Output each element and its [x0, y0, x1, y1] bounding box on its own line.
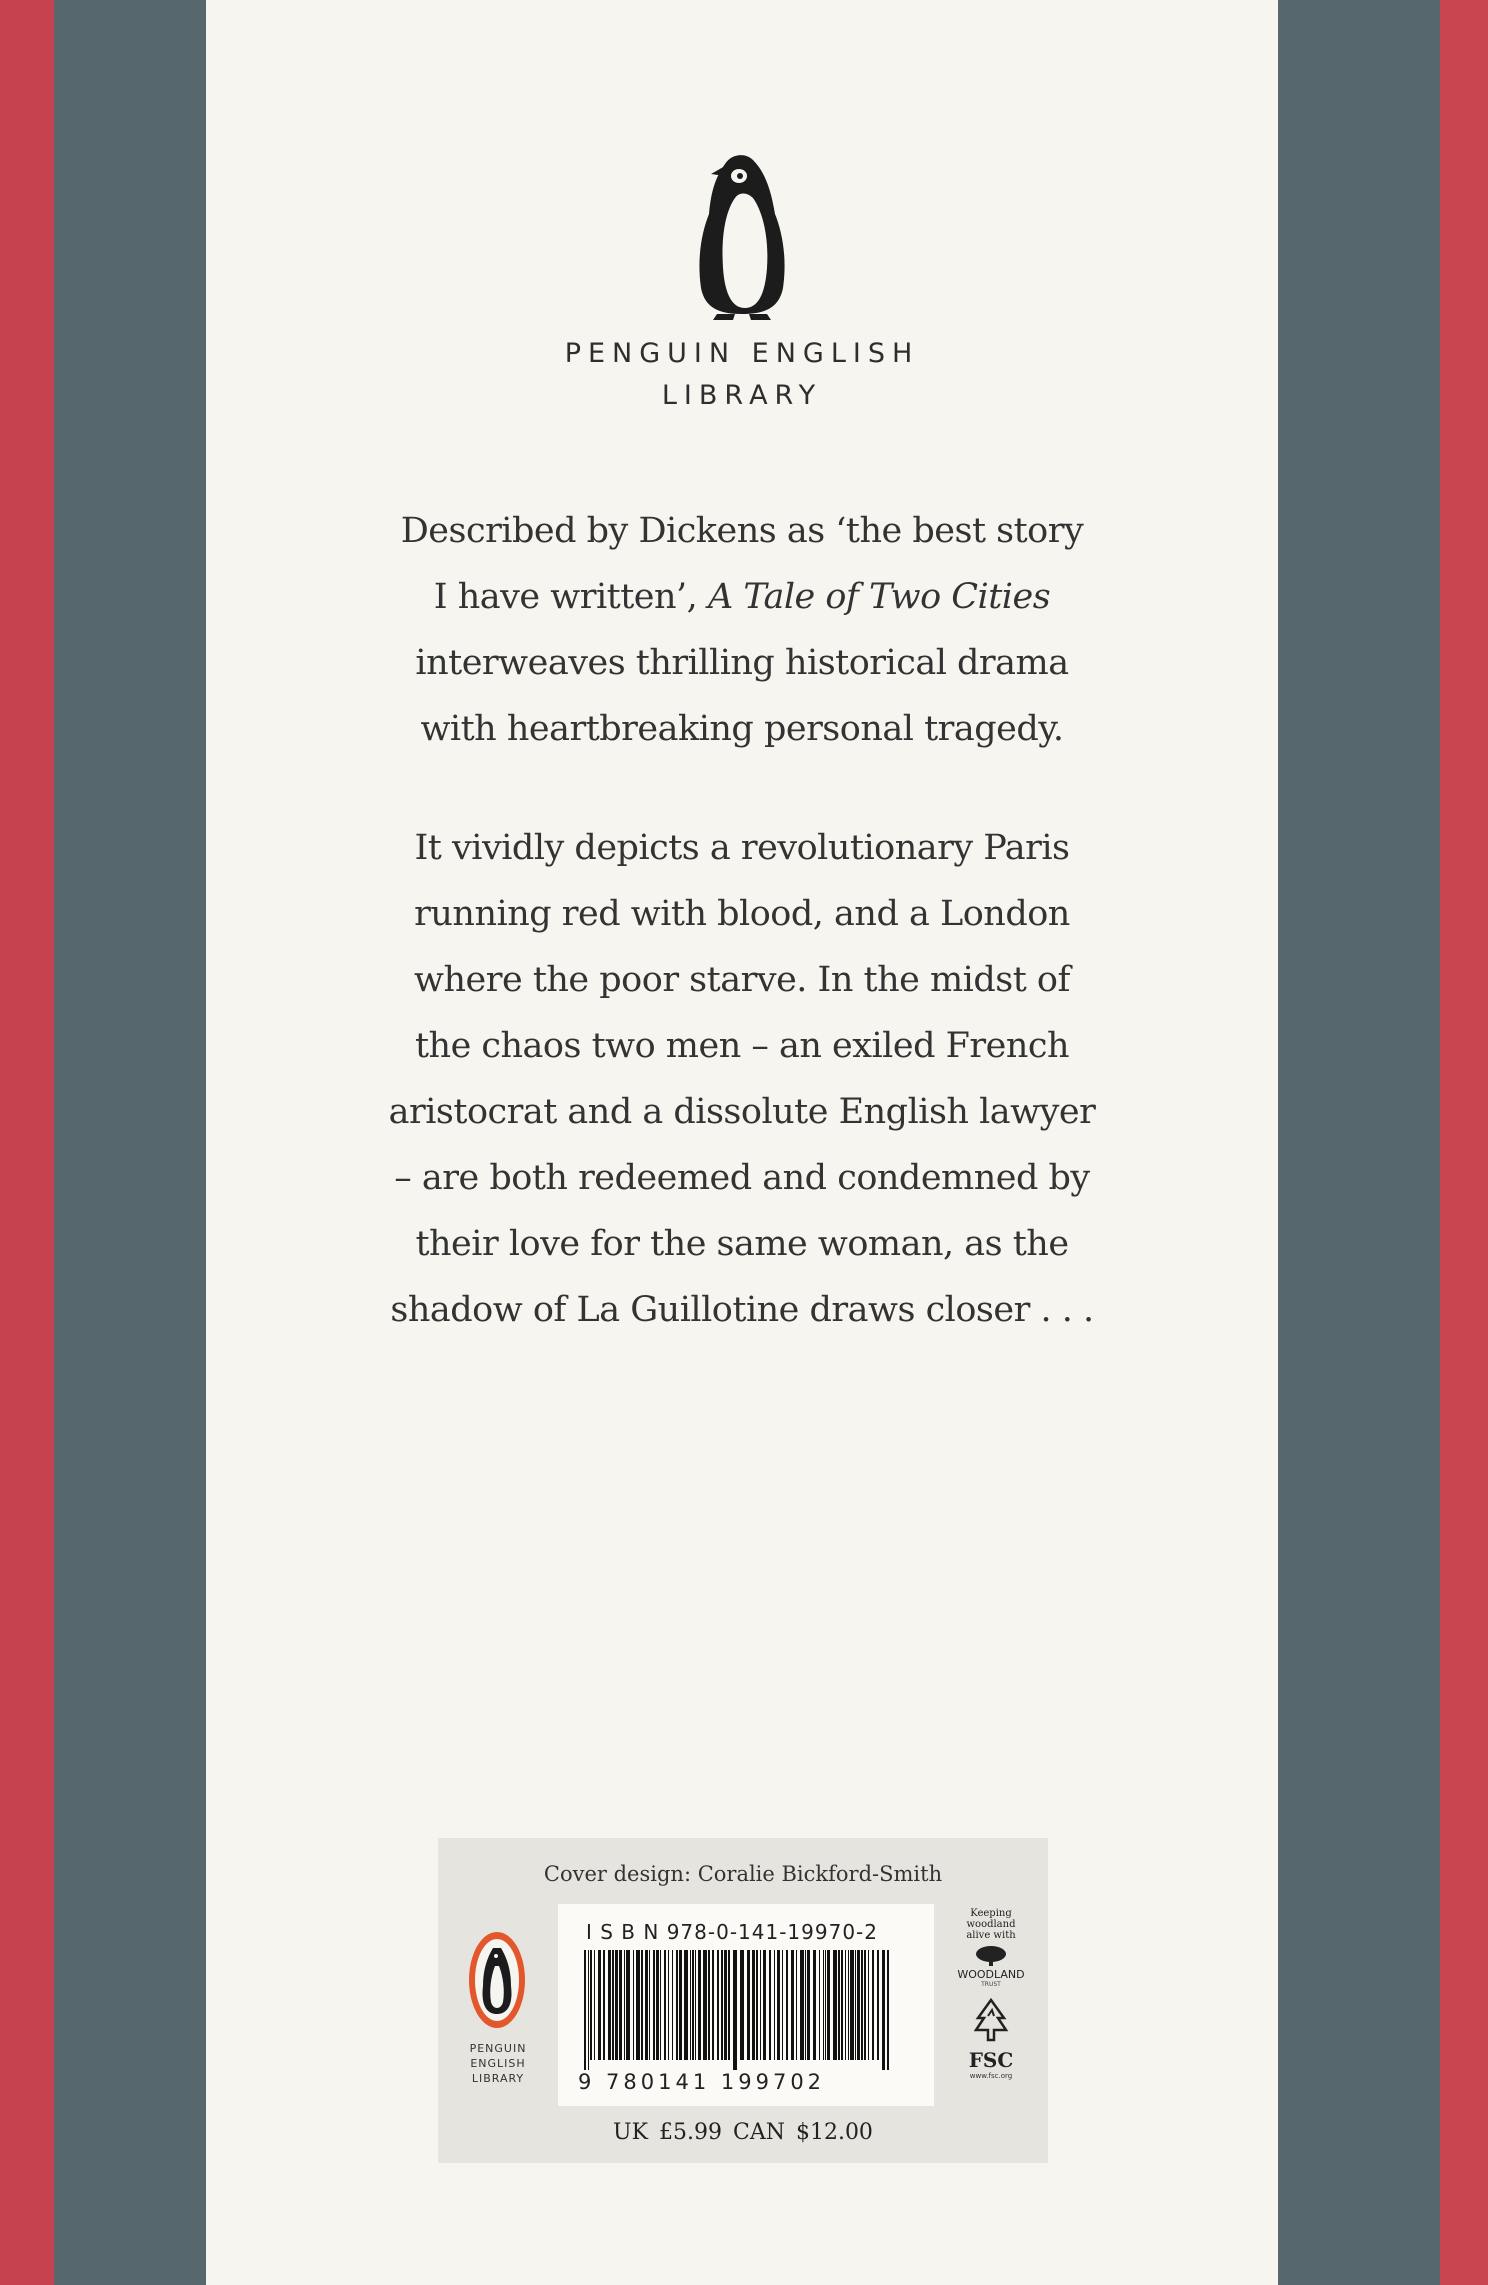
barcode-bar: [882, 1950, 885, 2070]
barcode-bar: [877, 1950, 879, 2060]
barcode-bar: [708, 1950, 710, 2060]
barcode-bar: [690, 1950, 691, 2060]
barcode-bar: [819, 1950, 820, 2060]
blurb-line: interweaves thrilling historical drama: [415, 643, 1069, 683]
barcode-bar: [615, 1950, 618, 2060]
barcode-bar: [813, 1950, 816, 2060]
barcode-bar: [712, 1950, 714, 2060]
barcode-bar: [717, 1950, 719, 2060]
mini-imprint-line: PENGUIN: [469, 2042, 527, 2055]
imprint-line-2: LIBRARY: [661, 380, 823, 411]
blurb-line: – are both redeemed and condemned by: [394, 1158, 1090, 1198]
barcode-bar: [769, 1950, 771, 2060]
blurb-line: their love for the same woman, as the: [415, 1224, 1069, 1264]
barcode-bar: [668, 1950, 669, 2060]
barcode-bar: [724, 1950, 727, 2060]
fsc-url: www.fsc.org: [969, 2072, 1013, 2080]
barcode-bar: [857, 1950, 860, 2060]
barcode-bar: [850, 1950, 854, 2060]
barcode-bar: [823, 1950, 824, 2060]
barcode-bar: [740, 1950, 744, 2060]
woodland-tree-icon: [974, 1944, 1008, 1966]
barcode-bar: [594, 1950, 595, 2060]
price-text: UK £5.99 CAN $12.00: [613, 2120, 873, 2145]
blurb-line: the chaos two men – an exiled French: [414, 1026, 1070, 1066]
barcode-bar: [756, 1950, 758, 2060]
barcode-bar: [774, 1950, 775, 2060]
penguin-logo-icon: [695, 148, 789, 324]
barcode-bar: [660, 1950, 661, 2060]
barcode-bar: [827, 1950, 830, 2060]
barcode-bar: [777, 1950, 780, 2060]
barcode-bar: [841, 1950, 843, 2060]
fsc-label: FSC: [968, 2048, 1014, 2072]
blurb-text: I have written’,: [433, 577, 698, 617]
barcode-bar: [626, 1950, 630, 2060]
cover-design-credit: Cover design: Coralie Bickford-Smith: [543, 1862, 943, 1886]
blurb-line: running red with blood, and a London: [414, 894, 1070, 934]
barcode-bar: [721, 1950, 723, 2060]
barcode-bar: [752, 1950, 755, 2060]
barcode-bar: [695, 1950, 696, 2060]
barcode-bar: [825, 1950, 826, 2060]
barcode-bar: [763, 1950, 766, 2060]
barcode-bar: [848, 1950, 849, 2060]
barcode-bar: [608, 1950, 611, 2060]
back-cover-panel: [206, 0, 1278, 2285]
right-red-band: [1440, 0, 1488, 2285]
barcode-bars: [578, 1950, 898, 2070]
barcode-number: 9 780141 199702: [578, 2070, 826, 2094]
blurb-paragraph-2: [266, 815, 1218, 1343]
barcode-bar: [868, 1950, 869, 2060]
blurb-line: It vividly depicts a revolutionary Paris: [414, 828, 1070, 868]
blurb-line: aristocrat and a dissolute English lawyer: [388, 1092, 1096, 1132]
barcode-bar: [679, 1950, 682, 2060]
left-slate-stripe: [54, 0, 206, 2285]
barcode-bar: [887, 1950, 889, 2070]
barcode-area: [558, 1904, 934, 2106]
woodland-text: Keeping: [970, 1908, 1012, 1919]
blurb-line: where the poor starve. In the midst of: [414, 960, 1070, 1000]
barcode-bar: [645, 1950, 648, 2060]
barcode-bar: [861, 1950, 863, 2060]
barcode-bar: [641, 1950, 643, 2060]
penguin-badge-icon: [467, 1930, 527, 2030]
barcode-bar: [872, 1950, 874, 2060]
mini-logo-area: [438, 1904, 558, 2106]
barcode-bar: [584, 1950, 586, 2070]
barcode-bar: [656, 1950, 659, 2060]
blurb-line: [266, 564, 1218, 630]
barcode-bar: [672, 1950, 673, 2060]
barcode-bar: [684, 1950, 688, 2060]
barcode-bar: [833, 1950, 837, 2060]
woodland-trust: TRUST: [981, 1981, 1001, 1988]
blurb-line: Described by Dickens as ‘the best story: [400, 511, 1084, 551]
blurb-paragraph-1: [266, 498, 1218, 762]
barcode-bar: [619, 1950, 622, 2060]
barcode-bar: [664, 1950, 666, 2060]
barcode-bar: [692, 1950, 694, 2060]
barcode-bar: [733, 1950, 737, 2070]
mini-imprint-line: LIBRARY: [471, 2072, 525, 2085]
imprint-line-1: PENGUIN ENGLISH: [564, 338, 920, 369]
mini-imprint-line: ENGLISH: [470, 2057, 526, 2070]
barcode-bar: [786, 1950, 788, 2060]
barcode-bar: [782, 1950, 783, 2060]
barcode-bar: [747, 1950, 750, 2060]
barcode-bar: [864, 1950, 866, 2060]
barcode-bar: [728, 1950, 730, 2060]
barcode-bar: [796, 1950, 797, 2060]
barcode-bar: [590, 1950, 592, 2060]
barcode-bar: [800, 1950, 804, 2060]
woodland-text: woodland: [966, 1919, 1016, 1930]
barcode-bar: [845, 1950, 846, 2060]
left-red-band: [0, 0, 54, 2285]
woodland-name: WOODLAND: [957, 1968, 1025, 1981]
barcode-bar: [649, 1950, 650, 2060]
barcode-bar: [838, 1950, 840, 2060]
barcode-bar: [633, 1950, 634, 2060]
fsc-tree-icon: [970, 1996, 1012, 2044]
barcode-bar: [791, 1950, 794, 2060]
barcode-bar: [698, 1950, 701, 2060]
barcode-bar: [603, 1950, 605, 2060]
barcode-bar: [760, 1950, 761, 2060]
barcode-bar: [612, 1950, 614, 2060]
certification-area: [934, 1904, 1048, 2106]
barcode-bar: [636, 1950, 640, 2060]
barcode-box: [438, 1838, 1048, 2163]
barcode-bar: [598, 1950, 601, 2060]
barcode-bar: [855, 1950, 856, 2060]
right-slate-stripe: [1278, 0, 1440, 2285]
barcode-bar: [676, 1950, 678, 2060]
woodland-text: alive with: [966, 1930, 1016, 1941]
barcode-bar: [653, 1950, 655, 2060]
blurb-line: shadow of La Guillotine draws closer . . .: [390, 1290, 1094, 1330]
barcode-bar: [703, 1950, 707, 2060]
barcode-bar: [805, 1950, 806, 2060]
book-title: A Tale of Two Cities: [707, 577, 1051, 617]
barcode-bar: [624, 1950, 625, 2060]
barcode-bar: [588, 1950, 589, 2070]
blurb-line: with heartbreaking personal tragedy.: [420, 709, 1064, 749]
isbn-text: I S B N 978-0-141-19970-2: [586, 1920, 878, 1944]
barcode-bar: [807, 1950, 810, 2060]
